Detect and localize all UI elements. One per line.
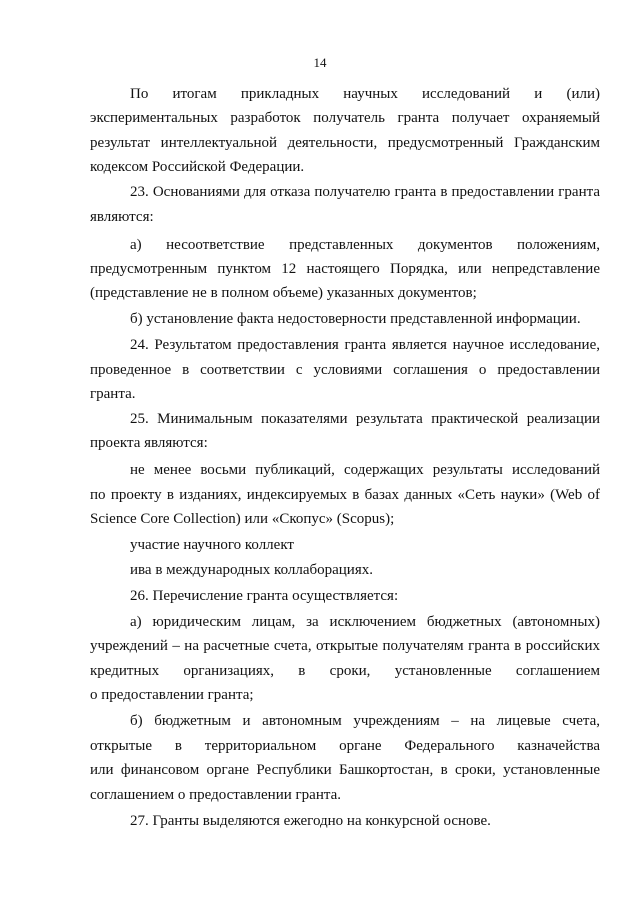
paragraph-line: открытые в территориальном органе Федерального казначейства [90, 738, 600, 754]
paragraph-line: 27. Гранты выделяются ежегодно на конкурсной основе. [130, 813, 491, 829]
paragraph-line: кредитных организациях, в сроки, установленные соглашением [90, 663, 600, 679]
page-number: 14 [313, 55, 327, 70]
paragraph-line: б) бюджетным и автономным учреждениям – на лицевые счета, [130, 713, 600, 729]
paragraph-line: 24. Результатом предоставления гранта является научное исследование, [130, 337, 600, 353]
paragraph-line: проведенное в соответствии с условиями соглашения о предоставлении [90, 362, 600, 378]
paragraph-line: (представление не в полном объеме) указанных документов; [90, 285, 477, 301]
paragraph-line: о предоставлении гранта; [90, 687, 254, 703]
paragraph-line: по проекту в изданиях, индексируемых в базах данных «Сеть науки» (Web of [90, 487, 600, 503]
paragraph-line: результат интеллектуальной деятельности, предусмотренный Гражданским [90, 135, 600, 151]
paragraph-line: предусмотренным пунктом 12 настоящего Порядка, или непредставление [90, 261, 600, 277]
paragraph-line: проекта являются: [90, 435, 208, 451]
paragraph-line: Science Core Collection) или «Скопус» (Scopus); [90, 511, 395, 527]
paragraph-line: По итогам прикладных научных исследований и (или) [130, 86, 600, 102]
paragraph-line: или финансовом органе Республики Башкортостан, в сроки, установленные [90, 762, 600, 778]
paragraph-line: кодексом Российской Федерации. [90, 159, 305, 175]
paragraph-line: 26. Перечисление гранта осуществляется: [130, 588, 399, 604]
paragraph-line: 23. Основаниями для отказа получателю гранта в предоставлении гранта [130, 184, 600, 200]
paragraph-line: не менее восьми публикаций, содержащих результаты исследований [130, 462, 600, 478]
paragraph-line: учреждений – на расчетные счета, открытые получателям гранта в российских [90, 638, 600, 654]
paragraph-line: экспериментальных разработок получатель гранта получает охраняемый [90, 110, 600, 126]
paragraph-line: гранта. [90, 386, 136, 402]
paragraph-line: являются: [90, 209, 154, 225]
paragraph-line: ива в международных коллаборациях. [130, 562, 373, 578]
paragraph-line: участие научного коллект [130, 537, 294, 553]
paragraph-line: а) несоответствие представленных документов положениям, [130, 237, 600, 253]
paragraph-line: соглашением о предоставлении гранта. [90, 787, 341, 803]
paragraph-line: б) установление факта недостоверности представленной информации. [130, 311, 581, 327]
paragraph-line: 25. Минимальным показателями результата практической реализации [130, 411, 600, 427]
paragraph-line: а) юридическим лицам, за исключением бюджетных (автономных) [130, 614, 600, 630]
